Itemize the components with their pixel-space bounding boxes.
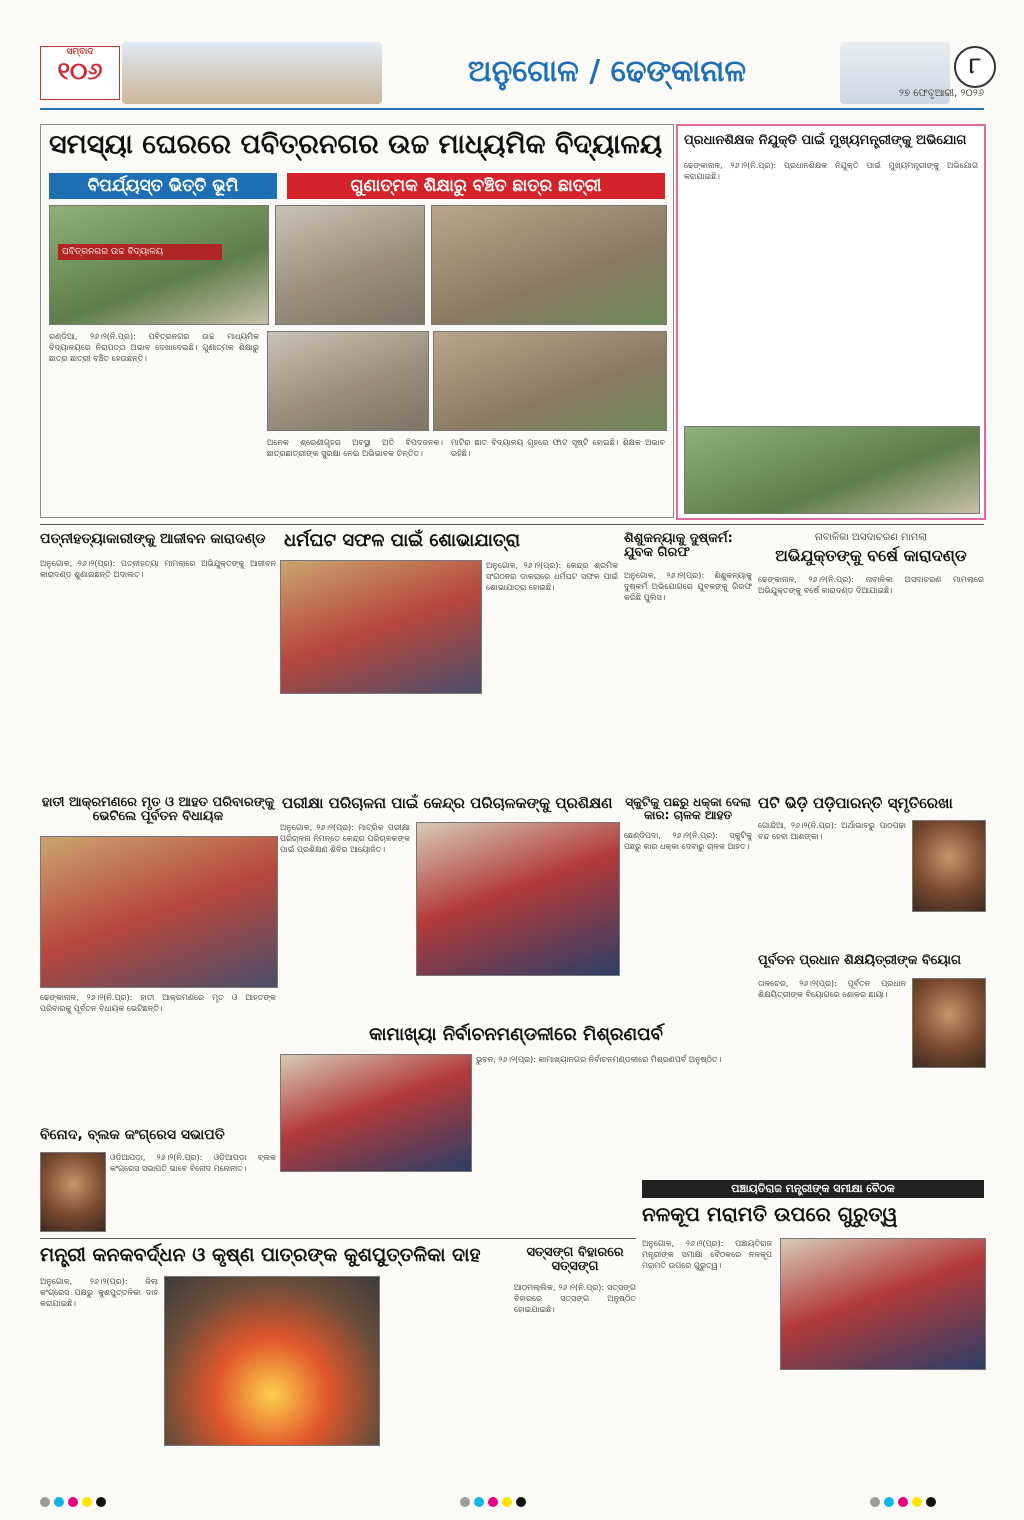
page-number: ୮	[954, 46, 996, 88]
story-minor-case	[758, 532, 984, 788]
effigy-body: ଅନୁଗୋଳ, ୨୬।୨(ପ୍ର): ଜିଲା କଂଗ୍ରେସ ପକ୍ଷରୁ କୁଶପୁତ୍ତଳିକା ଦାହ କରାଯାଇଛି।	[40, 1277, 158, 1308]
kamakhya-headline: କାମାଖ୍ୟା ନିର୍ବାଚନମଣ୍ଡଳୀରେ ମିଶ୍ରଣପର୍ବ	[369, 1024, 663, 1045]
print-registration-marks	[40, 1492, 984, 1506]
student-photo	[912, 820, 986, 912]
lead-body-1: ରଣ୍ଡିଆ, ୨୬।୨(ନି.ପ୍ର): ପବିତ୍ରନଗର ଉଚ୍ଚ ମାଧ୍ୟମିକ ବିଦ୍ୟାଳୟରେ ନିରାପତ୍ତା ଅଭାବ ଦେଖାଦେଇଛି। ଗୁଣାତ୍ମକ ଶିକ୍ଷାରୁ ଛାତ୍ର ଛାତ୍ରୀ ବଞ୍ଚିତ ହେଉଛନ୍ତି।	[49, 332, 259, 363]
classroom-photo	[433, 331, 667, 431]
exam-training-photo	[416, 822, 620, 976]
registration-dot	[502, 1497, 512, 1507]
divider	[40, 1238, 636, 1239]
registration-dot	[926, 1497, 936, 1507]
life-sentence-headline: ପତ୍ନୀହତ୍ୟାକାରୀଙ୍କୁ ଆଜୀବନ କାରାଦଣ୍ଡ	[40, 531, 266, 547]
edition-date: ୨୭ ଫେବୃଆରୀ, ୨୦୨୬	[899, 88, 984, 99]
satsang-body: ଆଠମଲ୍ଲିକ, ୨୬।୨(ନି.ପ୍ର): ସତ୍‌ସଙ୍ଗ ବିହାରରେ ସତ୍‌ସଙ୍ଗ ଅନୁଷ୍ଠିତ ହୋଇଯାଇଛି।	[514, 1283, 636, 1314]
tubewell-body: ଅନୁଗୋଳ, ୨୬।୨(ପ୍ର): ପଞ୍ଚାୟତିରାଜ ମନ୍ତ୍ରୀଙ୍କ ସମୀକ୍ଷା ବୈଠକରେ ନଳକୂପ ମରାମତି ଉପରେ ଗୁରୁତ୍ୱ।	[642, 1239, 772, 1270]
registration-dot	[898, 1497, 908, 1507]
exam-training-headline: ପରୀକ୍ଷା ପରିଚାଳନା ପାଇଁ କେନ୍ଦ୍ର ପରିଚାଳକଙ୍କୁ ପ୍ରଶିକ୍ଷଣ	[282, 794, 613, 812]
registration-dot	[40, 1497, 50, 1507]
damaged-ceiling-photo	[275, 205, 425, 325]
story-effigy	[40, 1246, 510, 1482]
life-sentence-body: ଅନୁଗୋଳ, ୨୬।୨(ପ୍ର): ପତ୍ନୀହତ୍ୟା ମାମଲାରେ ଅଭିଯୁକ୍ତଙ୍କୁ ଆଜୀବନ କାରାଦଣ୍ଡ ଶୁଣାଇଛନ୍ତି ଅଦାଲତ।	[40, 559, 276, 579]
story-kamakhya	[280, 1026, 752, 1186]
headmistress-body: ତାଳଚେର, ୨୬।୨(ପ୍ର): ପୂର୍ବତନ ପ୍ରଧାନ ଶିକ୍ଷୟିତ୍ରୀଙ୍କ ବିୟୋଗରେ ଶୋକର ଛାୟା।	[758, 979, 906, 999]
temple-banner-image	[122, 42, 382, 104]
wall-body: ଗୋନ୍ଦିଆ, ୨୬।୨(ନି.ପ୍ର): ଅର୍ଥାଭାବରୁ ପାଠପଢ଼ା ବନ୍ଦ ହେବା ଆଶଙ୍କା।	[758, 821, 906, 841]
kamakhya-photo	[280, 1054, 472, 1172]
congress-headline: ବିନୋଦ, ବ୍ଲକ କଂଗ୍ରେସ ସଭାପତି	[40, 1127, 225, 1143]
story-arrest	[624, 532, 752, 788]
tubewell-kicker: ପଞ୍ଚାୟତିରାଜ ମନ୍ତ୍ରୀଙ୍କ ସମୀକ୍ଷା ବୈଠକ	[642, 1180, 984, 1198]
registration-dot	[96, 1497, 106, 1507]
accident-headline: ସ୍କୁଟିକୁ ପଛରୁ ଧକ୍କା ଦେଲା କାର: ଚାଳକ ଆହତ	[625, 795, 751, 822]
divider	[40, 524, 984, 525]
story-tubewell	[642, 1180, 984, 1480]
wall-headline: ପଟି ଭିଡ଼ି ପଡ଼ିପାରନ୍ତି ସ୍ମୃତିରେଖା	[758, 794, 953, 812]
elephant-body: ଢେଙ୍କାନାଳ, ୨୬।୨(ନି.ପ୍ର): ହାତୀ ଆକ୍ରମଣରେ ମୃତ ଓ ଆହତଙ୍କ ପରିବାରକୁ ପୂର୍ବତନ ବିଧାୟକ ଭେଟିଛନ୍ତି।	[40, 993, 276, 1013]
school-sign: ପବିତ୍ରନଗର ଉଚ୍ଚ ବିଦ୍ୟାଳୟ	[58, 244, 222, 260]
arrest-body: ଅନୁଗୋଳ, ୨୬।୨(ପ୍ର): ଶିଶୁକନ୍ୟାକୁ ଦୁଷ୍କର୍ମ ଅଭିଯୋଗରେ ଯୁବକଙ୍କୁ ଗିରଫ କରିଛି ପୁଲିସ।	[624, 571, 752, 602]
elephant-headline: ହାତୀ ଆକ୍ରମଣରେ ମୃତ ଓ ଆହତ ପରିବାରଙ୍କୁ ଭେଟିଲେ ପୂର୍ବତନ ବିଧାୟକ	[41, 795, 275, 824]
registration-dot	[870, 1497, 880, 1507]
registration-dot	[68, 1497, 78, 1507]
story-life-sentence	[40, 532, 276, 788]
lead-subhead-left: ବିପର୍ଯ୍ୟସ୍ତ ଭିତ୍ତି ଭୂମି	[49, 173, 277, 199]
registration-dots-right	[870, 1492, 984, 1506]
minor-case-body: ଢେଙ୍କାନାଳ, ୨୬।୨(ନି.ପ୍ର): ନାବାଳିକା ଅସଦାଚରଣ ମାମଲାରେ ଅଭିଯୁକ୍ତଙ୍କୁ ବର୍ଷେ କାରାଦଣ୍ଡ ଦିଆଯାଇଛି।	[758, 575, 984, 595]
school-sign-photo	[49, 205, 269, 325]
lead-body-2: ଅନେକ ଶ୍ରେଣୀଗୃହର ଅବସ୍ଥା ଅତି ବିପଦଜନକ। ଛାତ୍ରଛାତ୍ରୀଙ୍କ ସୁରକ୍ଷା ନେଇ ଅଭିଭାବକ ଚିନ୍ତିତ।	[267, 438, 443, 458]
cracked-wall-photo	[267, 331, 429, 431]
minor-case-kicker: ନାବାଳିକା ଅସଦାଚରଣ ମାମଲା	[814, 532, 928, 543]
side-body: ଢେଙ୍କାନାଳ, ୨୬।୨(ନି.ପ୍ର): ପ୍ରଧାନଶିକ୍ଷକ ନିଯୁକ୍ତି ପାଇଁ ମୁଖ୍ୟମନ୍ତ୍ରୀଙ୍କୁ ଅଭିଯୋଗ କରାଯାଇଛି।	[684, 161, 978, 181]
story-wall	[758, 796, 984, 946]
registration-dot	[516, 1497, 526, 1507]
story-elephant	[40, 796, 276, 1120]
procession-photo	[280, 560, 482, 694]
brand-name: ସମ୍ବାଦ	[66, 47, 94, 57]
registration-dot	[54, 1497, 64, 1507]
registration-dot	[884, 1497, 894, 1507]
story-procession	[280, 532, 618, 788]
exam-training-body: ଅନୁଗୋଳ, ୨୬।୨(ପ୍ର): ମାଟ୍ରିକ ପରୀକ୍ଷା ପରିଚାଳନା ନିମନ୍ତେ କେନ୍ଦ୍ର ପରିଚାଳକଙ୍କ ପାଇଁ ପ୍ରଶିକ୍ଷଣ ଶିବିର ଆୟୋଜିତ।	[280, 823, 410, 854]
section-title: ଅନୁଗୋଳ / ଢେଙ୍କାନାଳ	[467, 54, 747, 89]
arrest-headline: ଶିଶୁକନ୍ୟାକୁ ଦୁଷ୍କର୍ମ: ଯୁବକ ଗିରଫ	[624, 531, 733, 560]
masthead	[40, 40, 984, 110]
registration-dot	[474, 1497, 484, 1507]
effigy-burning-photo	[164, 1276, 380, 1446]
tubewell-meeting-photo	[780, 1238, 986, 1370]
headmistress-photo	[912, 978, 986, 1068]
registration-dots-left	[40, 1492, 240, 1506]
kamakhya-body: ଭୁବନ, ୨୬।୨(ପ୍ର): କାମାଖ୍ୟାନଗର ନିର୍ବାଚନମଣ୍ଡଳୀରେ ମିଶ୍ରଣପର୍ବ ଅନୁଷ୍ଠିତ।	[476, 1055, 722, 1064]
congress-leader-photo	[40, 1152, 106, 1232]
school-gate-photo	[684, 426, 980, 514]
story-accident	[624, 796, 752, 966]
lead-story	[40, 124, 674, 518]
lead-body-3: ମାଟିର ଛାତ ବିଦ୍ୟାଳୟ ଗୃହରେ ଫାଟ ସୃଷ୍ଟି ହୋଇଛି। ଶିକ୍ଷକ ଅଭାବ ରହିଛି।	[451, 438, 665, 458]
logo-number: ୧୦୬	[57, 57, 103, 85]
story-congress	[40, 1128, 276, 1234]
story-exam-training	[280, 796, 618, 1018]
story-headmistress	[758, 954, 984, 1174]
side-story	[676, 124, 986, 520]
side-headline: ପ୍ରଧାନଶିକ୍ଷକ ନିଯୁକ୍ତି ପାଇଁ ମୁଖ୍ୟମନ୍ତ୍ରୀଙ୍କୁ ଅଭିଯୋଗ	[684, 133, 967, 148]
school-building-photo	[431, 205, 667, 325]
minor-case-headline: ଅଭିଯୁକ୍ତଙ୍କୁ ବର୍ଷେ କାରାଦଣ୍ଡ	[775, 546, 967, 565]
effigy-headline: ମନ୍ତ୍ରୀ କନକବର୍ଦ୍ଧନ ଓ କୃଷ୍ଣ ପାତ୍ରଙ୍କ କୁଶପୁତ୍ତଳିକା ଦାହ	[40, 1244, 481, 1266]
story-satsang	[514, 1246, 636, 1482]
headmistress-headline: ପୂର୍ବତନ ପ୍ରଧାନ ଶିକ୍ଷୟିତ୍ରୀଙ୍କ ବିୟୋଗ	[758, 953, 961, 968]
procession-body: ଅନୁଗୋଳ, ୨୬।୨(ପ୍ର): କେନ୍ଦ୍ର ଶ୍ରମିକ ସଂଗଠନର ଡାକରାରେ ଧର୍ମଘଟ ସଫଳ ପାଇଁ ଶୋଭାଯାତ୍ରା ହୋଇଛି।	[486, 561, 618, 592]
lead-headline: ସମସ୍ୟା ଘେରରେ ପବିତ୍ରନଗର ଉଚ୍ଚ ମାଧ୍ୟମିକ ବିଦ୍ୟାଳୟ	[49, 129, 663, 160]
lead-subhead-right: ଗୁଣାତ୍ମକ ଶିକ୍ଷାରୁ ବଞ୍ଚିତ ଛାତ୍ର ଛାତ୍ରୀ	[287, 173, 665, 199]
registration-dot	[460, 1497, 470, 1507]
registration-dot	[912, 1497, 922, 1507]
registration-dot	[82, 1497, 92, 1507]
satsang-headline: ସତ୍‌ସଙ୍ଗ ବିହାରରେ ସତ୍‌ସଙ୍ଗ	[526, 1245, 624, 1274]
tubewell-headline: ନଳକୂପ ମରାମତି ଉପରେ ଗୁରୁତ୍ୱ	[642, 1202, 898, 1226]
accident-body: ଛେଣ୍ଡିପଦା, ୨୬।୨(ନି.ପ୍ର): ସ୍କୁଟିକୁ ପଛରୁ କାର ଧକ୍କା ଦେବାରୁ ଚାଳକ ଆହତ।	[624, 831, 752, 851]
registration-dot	[488, 1497, 498, 1507]
elephant-visit-photo	[40, 836, 278, 988]
congress-body: ଓଡ଼ିଆପଡ଼ା, ୨୬।୨(ନି.ପ୍ର): ଓଡ଼ିଆପଡ଼ା ବ୍ଲକ କଂଗ୍ରେସ ସଭାପତି ଭାବେ ବିନୋଦ ମନୋନୀତ।	[110, 1153, 276, 1173]
registration-dots-middle	[460, 1492, 660, 1506]
newspaper-logo	[40, 46, 120, 100]
procession-headline: ଧର୍ମଘଟ ସଫଳ ପାଇଁ ଶୋଭାଯାତ୍ରା	[284, 530, 521, 551]
